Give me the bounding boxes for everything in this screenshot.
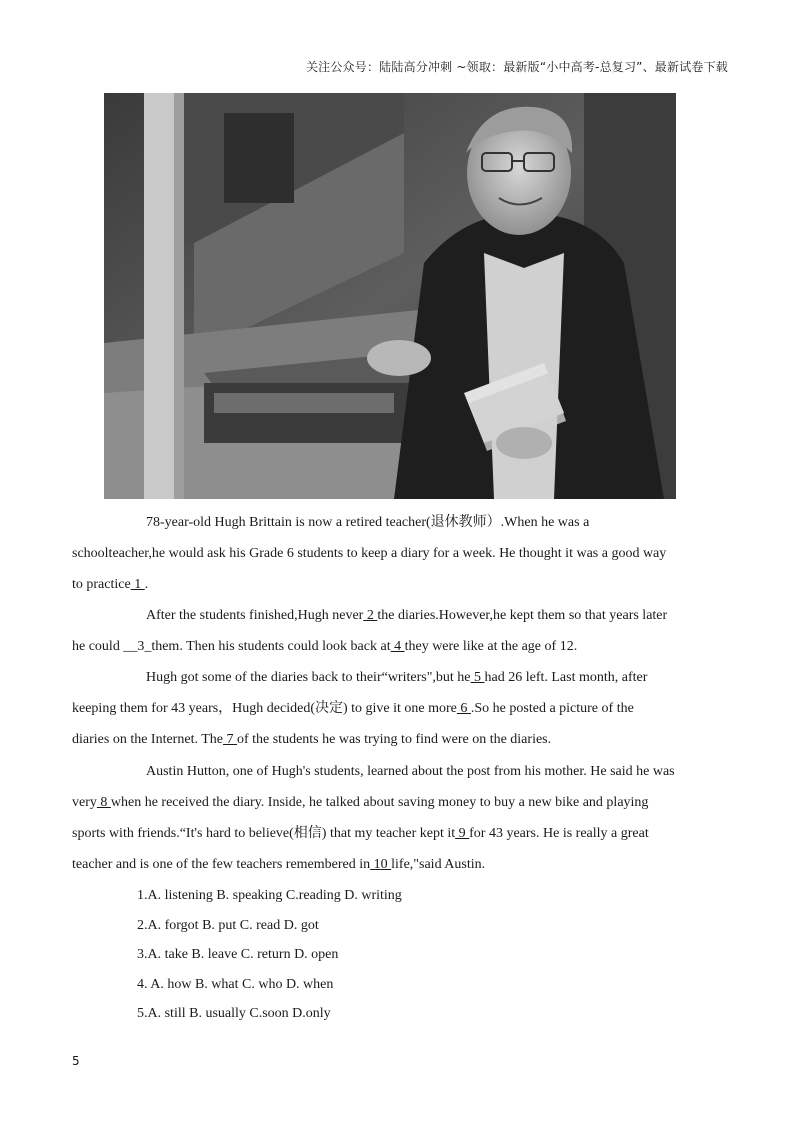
paragraph-text: them. Then his students could look back at (151, 639, 391, 654)
question-option-4: 4. A. how B. what C. who D. when (137, 977, 334, 992)
paragraph-text: Austin Hutton, one of Hugh's students, learned about the post from his mother. He said he was (146, 764, 675, 779)
blank-7: 7 (222, 732, 237, 747)
paragraph-text: very (72, 795, 97, 810)
page-header: 关注公众号：陆陆高分冲刺 ~领取：最新版“小中高考-总复习”、最新试卷下载 (305, 60, 728, 74)
paragraph-text: life,"said Austin. (391, 857, 486, 872)
paragraph-text: .So he posted a picture of the (470, 701, 634, 716)
paragraph-text: they were like at the age of 12. (404, 639, 578, 654)
paragraph-text: had 26 left. Last month, after (484, 670, 648, 685)
question-option-5: 5.A. still B. usually C.soon D.only (137, 1006, 331, 1021)
question-option-1: 1.A. listening B. speaking C.reading D. writing (137, 888, 402, 903)
paragraph-text: when he received the diary. Inside, he talked about saving money to buy a new bike and playing (110, 795, 649, 810)
paragraph-text: schoolteacher,he would ask his Grade 6 students to keep a diary for a week. He thought it was a good way (72, 546, 667, 561)
blank-1: 1 (130, 577, 145, 592)
passage-paragraph-2 (72, 600, 728, 662)
paragraph-text: to practice (72, 577, 131, 592)
paragraph-text: sports with friends.“It's hard to believe(相信) that my teacher kept it (72, 826, 456, 841)
blank-2: 2 (363, 608, 378, 623)
passage-paragraph-3 (72, 662, 728, 755)
paragraph-text: teacher and is one of the few teachers remembered in (72, 857, 371, 872)
passage-paragraph-4 (72, 756, 728, 880)
paragraph-text: keeping them for 43 years，Hugh decided(决定) to give it one more (72, 701, 457, 716)
passage-paragraph-1 (72, 507, 728, 600)
paragraph-text: of the students he was trying to find were on the diaries. (236, 732, 552, 747)
blank-10: 10 (370, 857, 392, 872)
blank-5: 5 (470, 670, 485, 685)
paragraph-text: diaries on the Internet. The (72, 732, 223, 747)
photo-of-teacher-at-mailbox-icon (104, 93, 676, 499)
blank-8: 8 (96, 795, 111, 810)
paragraph-text: . (144, 577, 149, 592)
blank-6: 6 (456, 701, 471, 716)
paragraph-text: After the students finished,Hugh never (146, 608, 364, 623)
blank-4: 4 (390, 639, 405, 654)
question-option-3: 3.A. take B. leave C. return D. open (137, 947, 339, 962)
teacher-photo (104, 93, 676, 499)
paragraph-text: 78-year-old Hugh Brittain is now a retired teacher(退休教师）.When he was a (146, 515, 590, 530)
blank-9: 9 (455, 826, 470, 841)
blank-3: he could __3_ (72, 639, 152, 654)
question-option-2: 2.A. forgot B. put C. read D. got (137, 918, 319, 933)
page-number: 5 (72, 1054, 80, 1068)
paragraph-text: the diaries.However,he kept them so that years later (377, 608, 668, 623)
paragraph-text: Hugh got some of the diaries back to their“writers",but he (146, 670, 471, 685)
paragraph-text: for 43 years. He is really a great (469, 826, 649, 841)
